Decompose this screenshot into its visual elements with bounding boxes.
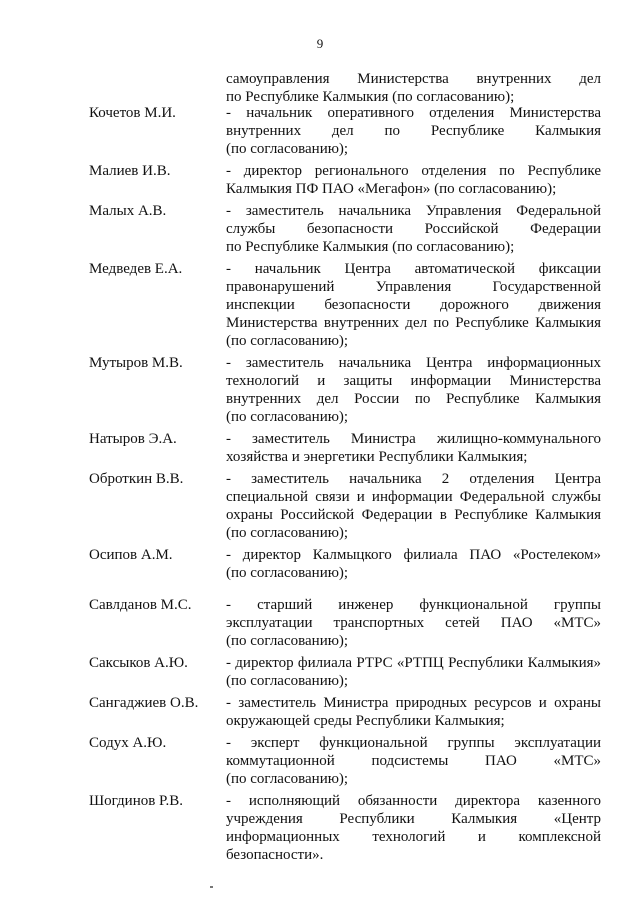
position-line: Калмыкия ПФ ПАО «Мегафон» (по согласованию); — [226, 181, 557, 197]
member-name: Малиев И.В. — [89, 163, 171, 179]
position-line: - директор регионального отделения по Республике — [226, 163, 601, 179]
position-line: эксплуатации транспортных сетей ПАО «МТС» — [226, 615, 601, 631]
member-row — [0, 596, 640, 650]
position-line: технологий и защиты информации Министерства — [226, 373, 601, 389]
position-line: - заместитель начальника Центра информационных — [226, 355, 601, 371]
position-line: внутренних дел по Республике Калмыкия — [226, 123, 601, 139]
position-line: правонарушений Управления Государственной — [226, 279, 601, 295]
position-line: - заместитель начальника Управления Федеральной — [226, 203, 601, 219]
member-position — [226, 354, 601, 426]
position-line: информационных технологий и комплексной — [226, 829, 601, 845]
continuation-text — [0, 70, 640, 106]
member-row — [0, 354, 640, 426]
member-row — [0, 470, 640, 542]
member-name: Малых А.В. — [89, 203, 167, 219]
member-position — [226, 654, 601, 690]
member-position — [226, 202, 601, 256]
member-row — [0, 792, 640, 864]
position-line: безопасности». — [226, 847, 324, 863]
member-name: Сангаджиев О.В. — [89, 695, 199, 711]
member-position — [226, 694, 601, 730]
member-name: Осипов А.М. — [89, 547, 173, 563]
position-line: Министерства внутренних дел по Республике Калмыкия — [226, 315, 601, 331]
member-row — [0, 546, 640, 582]
position-line: - старший инженер функциональной группы — [226, 597, 601, 613]
position-line: внутренних дел России по Республике Калмыкия — [226, 391, 601, 407]
member-row — [0, 654, 640, 690]
scan-mark — [210, 886, 213, 888]
position-line: - начальник оперативного отделения Министерства — [226, 105, 601, 121]
position-line: (по согласованию); — [226, 771, 349, 787]
position-line: - исполняющий обязанности директора казенного — [226, 793, 601, 809]
position-line: (по согласованию); — [226, 565, 349, 581]
member-name: Оброткин В.В. — [89, 471, 184, 487]
member-row — [0, 260, 640, 350]
member-position — [226, 734, 601, 788]
member-row — [0, 430, 640, 466]
member-row — [0, 694, 640, 730]
member-name: Содух А.Ю. — [89, 735, 167, 751]
member-row — [0, 104, 640, 158]
position-line: - начальник Центра автоматической фиксации — [226, 261, 601, 277]
position-line: учреждения Республики Калмыкия «Центр — [226, 811, 601, 827]
continuation-line: самоуправления Министерства внутренних дел — [226, 71, 601, 87]
member-position — [226, 260, 601, 350]
position-line: - заместитель начальника 2 отделения Центра — [226, 471, 601, 487]
member-name: Медведев Е.А. — [89, 261, 183, 277]
position-line: (по согласованию); — [226, 525, 349, 541]
member-name: Натыров Э.А. — [89, 431, 177, 447]
position-line: специальной связи и информации Федеральной службы — [226, 489, 601, 505]
position-line: (по согласованию); — [226, 633, 349, 649]
member-name: Шогдинов Р.В. — [89, 793, 184, 809]
member-name: Саксыков А.Ю. — [89, 655, 188, 671]
member-position — [226, 470, 601, 542]
position-line: (по согласованию); — [226, 141, 349, 157]
position-line: хозяйства и энергетики Республики Калмыкия; — [226, 449, 528, 465]
member-list — [0, 104, 640, 868]
member-position — [226, 430, 601, 466]
continuation-line: по Республике Калмыкия (по согласованию); — [226, 89, 515, 105]
member-position — [226, 104, 601, 158]
member-position — [226, 162, 601, 198]
member-row — [0, 734, 640, 788]
member-name: Савлданов М.С. — [89, 597, 192, 613]
position-line: охраны Российской Федерации в Республике Калмыкия — [226, 507, 601, 523]
member-row — [0, 162, 640, 198]
member-position — [226, 596, 601, 650]
position-line: (по согласованию); — [226, 409, 349, 425]
member-position — [226, 792, 601, 864]
position-line: - заместитель Министра природных ресурсов и охраны — [226, 695, 601, 711]
member-name: Кочетов М.И. — [89, 105, 176, 121]
position-line: окружающей среды Республики Калмыкия; — [226, 713, 505, 729]
position-line: по Республике Калмыкия (по согласованию); — [226, 239, 515, 255]
position-line: инспекции безопасности дорожного движения — [226, 297, 601, 313]
member-name: Мутыров М.В. — [89, 355, 183, 371]
position-line: (по согласованию); — [226, 333, 349, 349]
position-line: - директор Калмыцкого филиала ПАО «Ростелеком» — [226, 547, 601, 563]
position-line: - заместитель Министра жилищно-коммунального — [226, 431, 601, 447]
position-line: службы безопасности Российской Федерации — [226, 221, 601, 237]
position-line: - директор филиала РТРС «РТПЦ Республики Калмыкия» — [226, 655, 601, 671]
position-line: коммутационной подсистемы ПАО «МТС» — [226, 753, 601, 769]
page-number: 9 — [316, 36, 324, 51]
member-position — [226, 546, 601, 582]
member-row — [0, 202, 640, 256]
position-line: - эксперт функциональной группы эксплуатации — [226, 735, 601, 751]
position-line: (по согласованию); — [226, 673, 349, 689]
